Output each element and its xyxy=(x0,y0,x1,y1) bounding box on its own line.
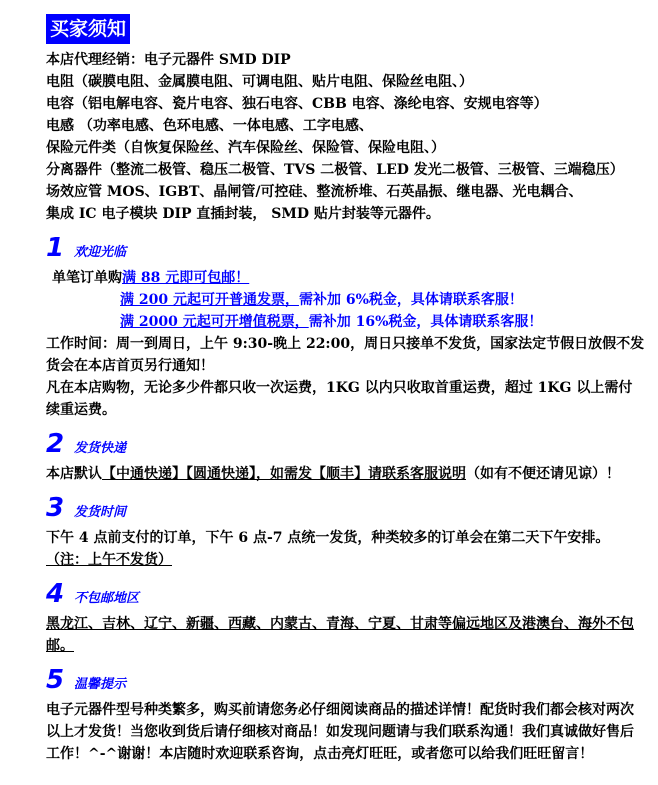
intro-block xyxy=(46,49,646,225)
page-title: 买家须知 xyxy=(46,14,130,44)
section-title: 发货快递 xyxy=(74,441,127,456)
courier-line xyxy=(46,463,646,485)
intro-line: 场效应管 MOS、IGBT、晶闸管/可控硅、整流桥堆、石英晶振、继电器、光电耦合、 xyxy=(46,184,583,200)
dispatch-note: （注：上午不发货） xyxy=(46,552,172,568)
invoice-normal-link[interactable]: 满 200 元起可开普通发票， xyxy=(120,292,299,308)
dispatch-time-text: 下午 4 点前支付的订单，下午 6 点-7 点统一发货，种类较多的订单会在第二天下午安排。 xyxy=(46,530,610,546)
intro-line: 电阻（碳膜电阻、金属膜电阻、可调电阻、贴片电阻、保险丝电阻、） xyxy=(46,74,473,90)
intro-line: 本店代理经销：电子元器件 SMD DIP xyxy=(46,52,291,68)
working-hours: 工作时间：周一到周日，上午 9:30-晚上 22:00，周日只接单不发货，国家法定节假日放假不发货会在本店首页另行通知！ xyxy=(46,336,645,374)
section-number: 3 xyxy=(46,493,65,523)
section-number: 4 xyxy=(46,579,65,609)
invoice-vat-link[interactable]: 满 2000 元起可开增值税票， xyxy=(120,314,309,330)
buyer-notice xyxy=(46,14,646,765)
intro-line: 分离器件（整流二极管、稳压二极管、TVS 二极管、LED 发光二极管、三极管、三端稳压） xyxy=(46,162,624,178)
section-number: 2 xyxy=(46,429,65,459)
section-4-header xyxy=(46,579,646,613)
section-3-header xyxy=(46,493,646,527)
section-2-header xyxy=(46,429,646,463)
excluded-regions: 黑龙江、吉林、辽宁、新疆、西藏、内蒙古、青海、宁夏、甘肃等偏远地区及港澳台、海外不包邮。 xyxy=(46,616,634,654)
intro-line: 保险元件类（自恢复保险丝、汽车保险丝、保险管、保险电阻、） xyxy=(46,140,445,156)
invoice-line-1 xyxy=(46,289,646,311)
courier-suffix: （如有不便还请见谅）！ xyxy=(466,466,620,482)
courier-options: 【中通快递】【圆通快递】，如需发【顺丰】请联系客服说明 xyxy=(102,466,466,482)
friendly-tips: 电子元器件型号种类繁多，购买前请您务必仔细阅读商品的描述详情！配货时我们都会核对两次以上才发货！当您收到货后请仔细核对商品！如发现问题请与我们联系沟通！我们真诚做好售后工作！^-^谢谢！本店随时欢迎联系咨询，点击亮灯旺旺，或者您可以给我们旺旺留言！ xyxy=(46,702,634,762)
intro-line: 集成 IC 电子模块 DIP 直插封装， SMD 贴片封装等元器件。 xyxy=(46,206,440,222)
order-prefix: 单笔订单购 xyxy=(52,270,122,286)
invoice-vat-note: 需补加 16%税金，具体请联系客服！ xyxy=(308,314,543,330)
order-line xyxy=(46,267,646,289)
section-title: 不包邮地区 xyxy=(74,591,140,606)
section-5-header xyxy=(46,665,646,699)
invoice-normal-note: 需补加 6%税金，具体请联系客服！ xyxy=(298,292,523,308)
section-number: 1 xyxy=(46,233,65,263)
section-title: 温馨提示 xyxy=(74,677,127,692)
invoice-line-2 xyxy=(46,311,646,333)
courier-prefix: 本店默认 xyxy=(46,466,102,482)
shipping-fee-note: 凡在本店购物，无论多少件都只收一次运费，1KG 以内只收取首重运费，超过 1KG 以上需付续重运费。 xyxy=(46,380,633,418)
intro-line: 电感 （功率电感、色环电感、一体电感、工字电感、 xyxy=(46,118,373,134)
section-number: 5 xyxy=(46,665,65,695)
intro-line: 电容（铝电解电容、瓷片电容、独石电容、CBB 电容、涤纶电容、安规电容等） xyxy=(46,96,548,112)
section-title: 欢迎光临 xyxy=(74,245,127,260)
section-1-header xyxy=(46,233,646,267)
free-shipping-link[interactable]: 满 88 元即可包邮！ xyxy=(122,270,250,286)
section-title: 发货时间 xyxy=(74,505,127,520)
